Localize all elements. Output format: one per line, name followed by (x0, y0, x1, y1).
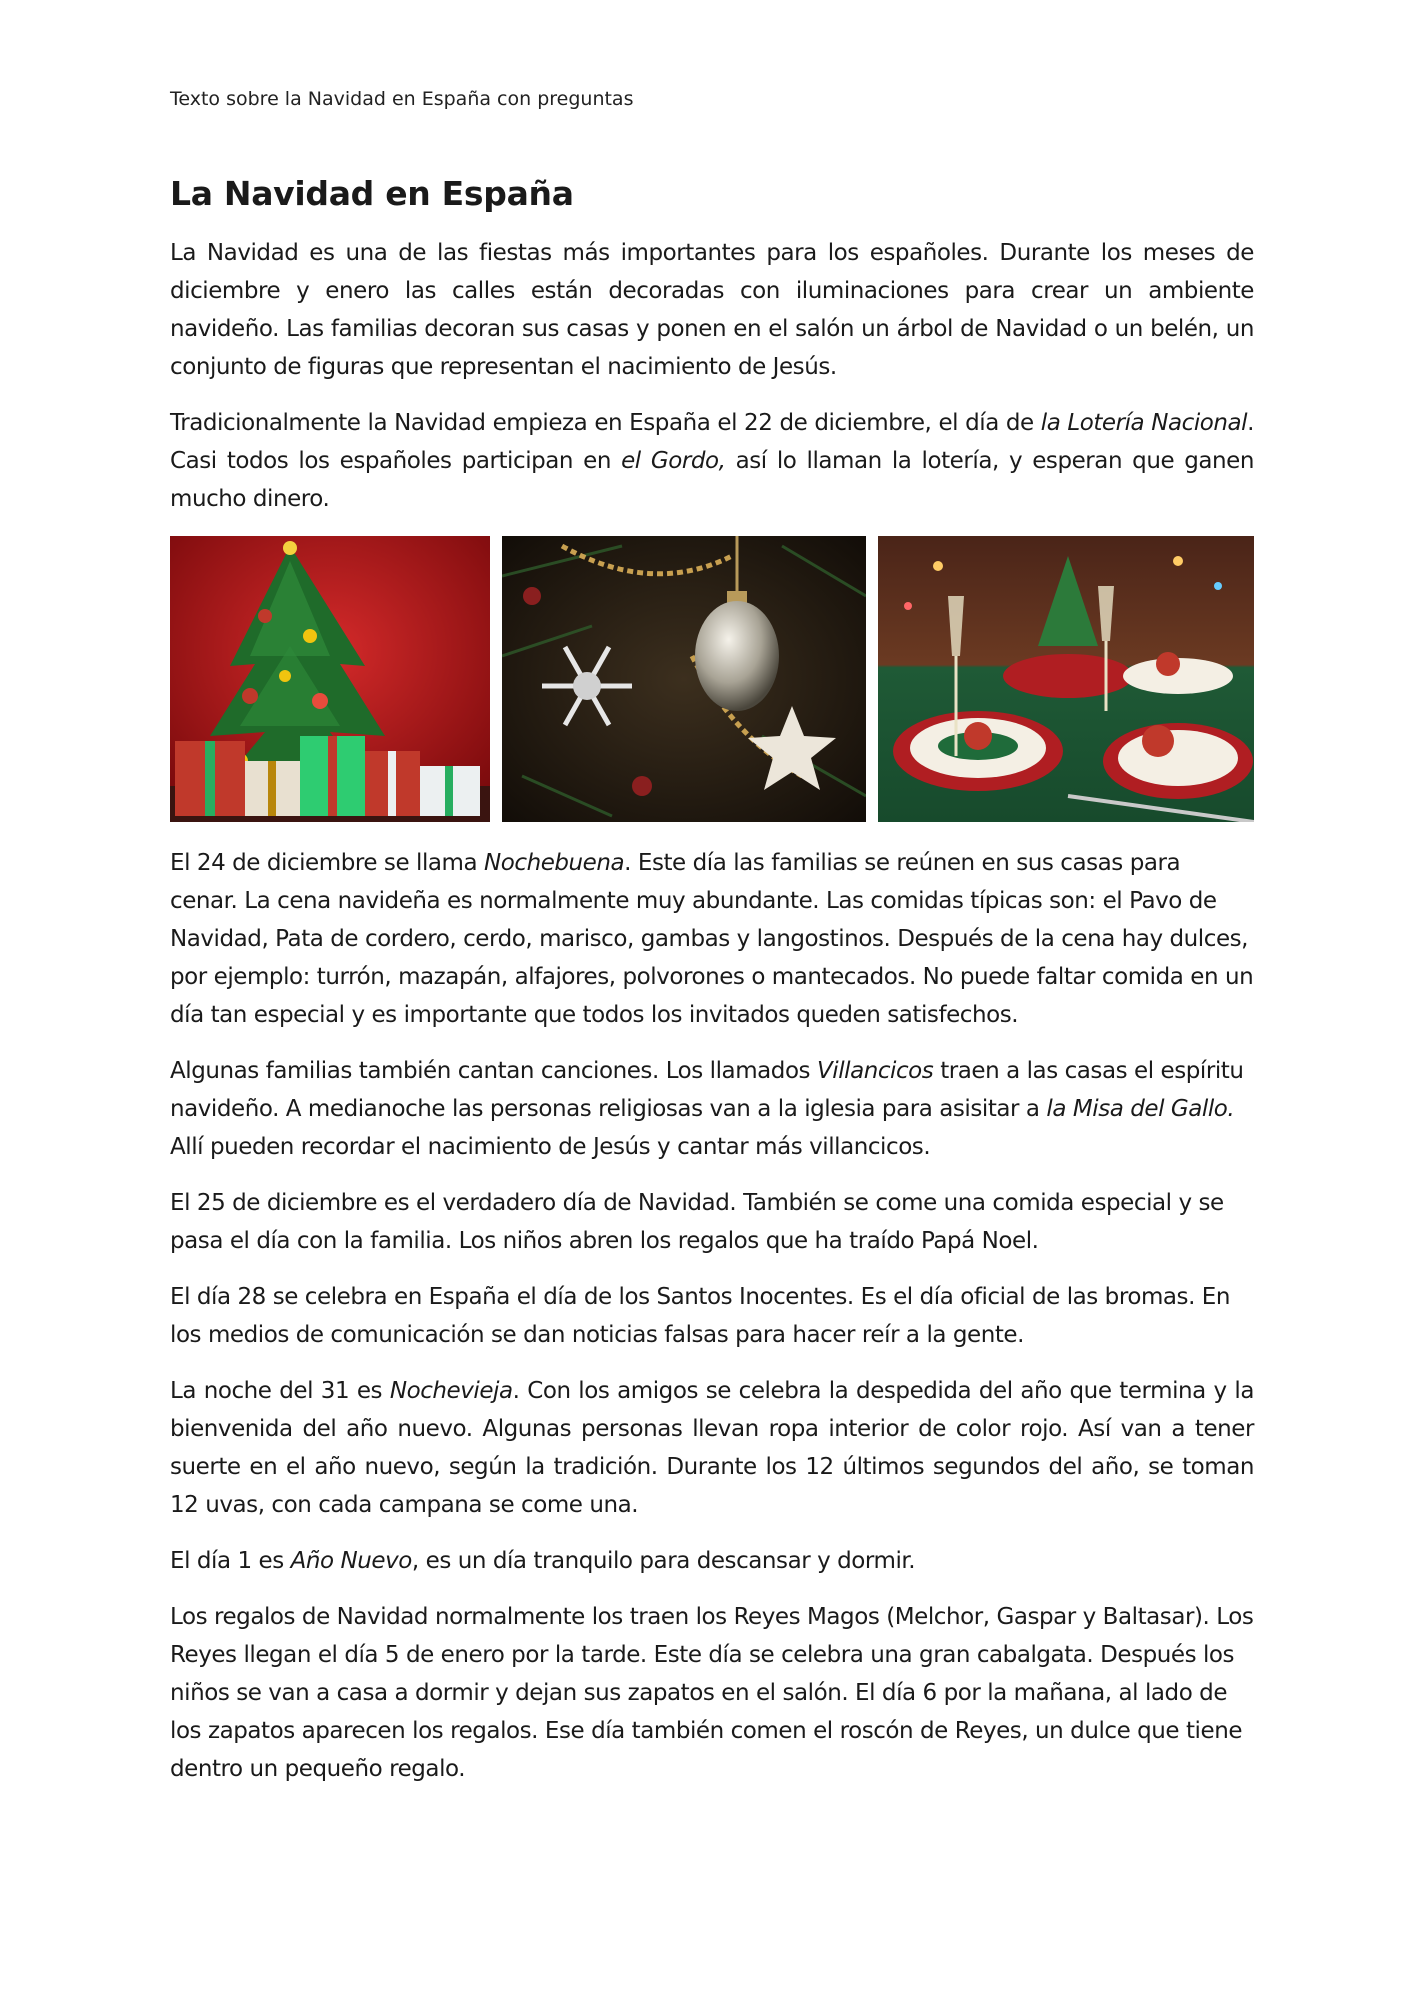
page-title: La Navidad en España (170, 174, 574, 213)
paragraph-ano-nuevo (170, 1542, 1254, 1580)
text-segment: así lo llaman la lotería, y esperan que ganen mucho dinero. (170, 448, 1255, 512)
paragraph-inocentes: El día 28 se celebra en España el día de los Santos Inocentes. Es el día oficial de las bromas. En los medios de comunicación se dan noticias falsas para hacer reír a la gente. (170, 1284, 1231, 1348)
paragraph-villancicos (170, 1052, 1254, 1166)
italic-term-villancicos: Villancicos (816, 1058, 934, 1084)
text-segment: , es un día tranquilo para descansar y dormir. (411, 1548, 916, 1574)
document-body (170, 172, 1254, 1806)
text-segment: traen a las casas el espíritu navideño. A medianoche las personas religiosas van a la iglesia para asisitar a (170, 1058, 1244, 1122)
text-segment: Algunas familias también cantan canciones. Los llamados (170, 1058, 817, 1084)
italic-term-ano-nuevo: Año Nuevo (290, 1548, 412, 1574)
table-setting-photo (878, 536, 1254, 822)
photo-strip (170, 536, 1254, 822)
ornaments-photo (502, 536, 866, 822)
italic-term-misa-del-gallo: la Misa del Gallo. (1046, 1096, 1235, 1122)
italic-term-nochebuena: Nochebuena (484, 850, 625, 876)
text-segment: Allí pueden recordar el nacimiento de Jesús y cantar más villancicos. (170, 1134, 931, 1160)
paragraph-loteria (170, 404, 1254, 518)
paragraph-nochevieja (170, 1372, 1254, 1524)
paragraph-intro: La Navidad es una de las fiestas más importantes para los españoles. Durante los meses de diciembre y enero las calles están decoradas con iluminaciones para crear un ambiente navideño. Las familias decoran sus casas y ponen en el salón un árbol de Navidad o un belén, un conjunto de figuras que representan el nacimiento de Jesús. (170, 240, 1254, 380)
text-segment: El día 1 es (170, 1548, 291, 1574)
text-segment: . Con los amigos se celebra la despedida del año que termina y la bienvenida del año nuevo. Algunas personas llevan ropa interior de color rojo. Así van a tener suerte en el año nuevo, según la tradición. Durante los 12 últimos segundos del año, se toman 12 uvas, con cada campana se come una. (170, 1378, 1254, 1518)
text-segment: La noche del 31 es (170, 1378, 390, 1404)
text-segment: . Este día las familias se reúnen en sus casas para cenar. La cena navideña es normalmente muy abundante. Las comidas típicas son: el Pavo de Navidad, Pata de cordero, cerdo, marisco, gambas y langostinos. Después de la cena hay dulces, por ejemplo: turrón, mazapán, alfajores, polvorones o mantecados. No puede faltar comida en un día tan especial y es importante que todos los invitados queden satisfechos. (170, 850, 1254, 1028)
christmas-tree-photo (170, 536, 490, 822)
paragraph-navidad: El 25 de diciembre es el verdadero día de Navidad. También se come una comida especial y se pasa el día con la familia. Los niños abren los regalos que ha traído Papá Noel. (170, 1190, 1224, 1254)
page-header: Texto sobre la Navidad en España con preguntas (170, 88, 634, 110)
paragraph-nochebuena (170, 844, 1254, 1034)
text-segment: . Casi todos los españoles participan en (170, 410, 1254, 474)
text-segment: El 24 de diciembre se llama (170, 850, 484, 876)
text-segment: Tradicionalmente la Navidad empieza en España el 22 de diciembre, el día de (170, 410, 1041, 436)
italic-term-loteria: la Lotería Nacional (1040, 410, 1248, 436)
paragraph-reyes-magos: Los regalos de Navidad normalmente los traen los Reyes Magos (Melchor, Gaspar y Baltasar). Los Reyes llegan el día 5 de enero por la tarde. Este día se celebra una gran cabalgata. Después los niños se van a casa a dormir y dejan sus zapatos en el salón. El día 6 por la mañana, al lado de los zapatos aparecen los regalos. Ese día también comen el roscón de Reyes, un dulce que tiene dentro un pequeño regalo. (170, 1604, 1254, 1782)
italic-term-gordo: el Gordo, (621, 448, 726, 474)
italic-term-nochevieja: Nochevieja (389, 1378, 513, 1404)
